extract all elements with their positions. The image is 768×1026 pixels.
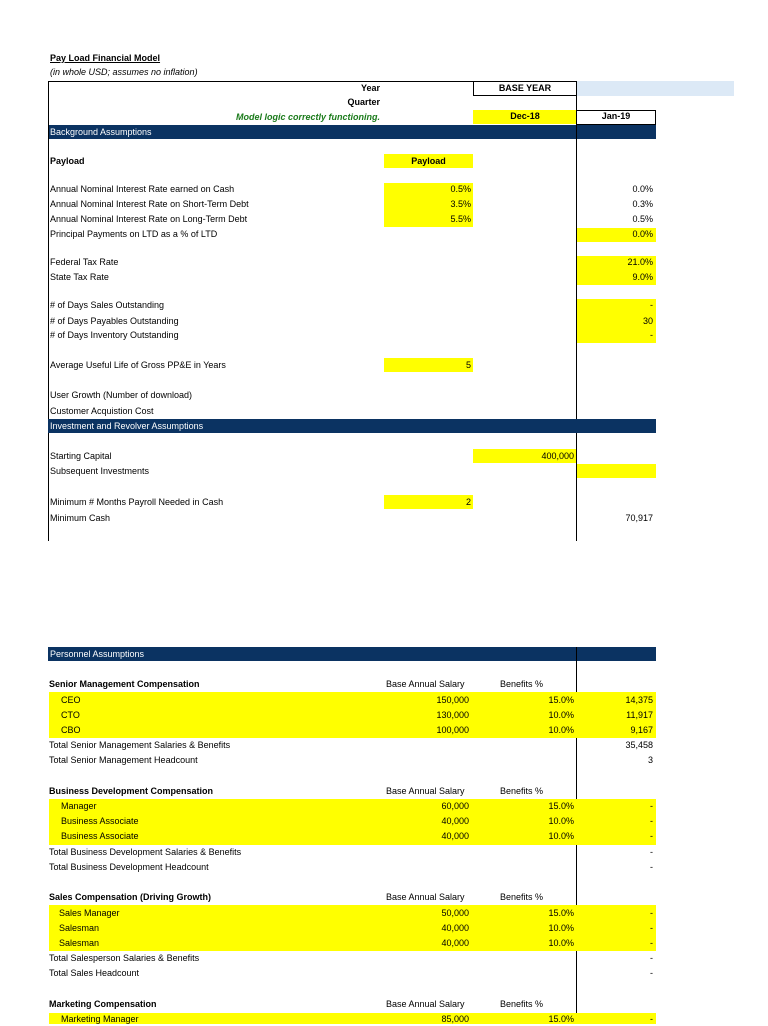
rate-cash-value: 0.5% (450, 184, 471, 194)
starting-capital-label: Starting Capital (50, 451, 112, 461)
year-label: Year (360, 83, 380, 93)
sales-headcount-col: - (650, 968, 653, 978)
bizdev-benefits-header: Benefits % (500, 786, 544, 796)
senior-total-col: 35,458 (625, 740, 653, 750)
sales-total-col: - (650, 953, 653, 963)
first-date: Jan-19 (601, 111, 631, 121)
header-accent-cell (576, 81, 734, 96)
min-months-label: Minimum # Months Payroll Needed in Cash (50, 497, 224, 507)
sales-row-benefits: 15.0% (548, 908, 574, 918)
bizdev-row-salary: 40,000 (441, 831, 469, 841)
min-cash-col: 70,917 (625, 513, 653, 523)
dio-label: # of Days Inventory Outstanding (50, 330, 179, 340)
senior-headcount-col: 3 (647, 755, 653, 765)
senior-row-name: CBO (61, 725, 81, 735)
bizdev-row-benefits: 10.0% (548, 816, 574, 826)
sales-headcount-label: Total Sales Headcount (49, 968, 140, 978)
marketing-row-col: - (650, 1014, 653, 1024)
senior-row-name: CEO (61, 695, 81, 705)
senior-row-benefits: 15.0% (548, 695, 574, 705)
state-tax-col: 9.0% (632, 272, 653, 282)
senior-benefits-header: Benefits % (500, 679, 544, 689)
senior-row-col: 11,917 (626, 710, 653, 720)
model-subtitle: (in whole USD; assumes no inflation) (50, 67, 198, 77)
senior-row-benefits: 10.0% (548, 725, 574, 735)
marketing-salary-header: Base Annual Salary (386, 999, 465, 1009)
user-growth-label: User Growth (Number of download) (50, 390, 193, 400)
senior-row-col: 9,167 (630, 725, 653, 735)
dio-col: - (650, 330, 653, 340)
dso-col: - (650, 300, 653, 310)
dso-label: # of Days Sales Outstanding (50, 300, 165, 310)
bizdev-row-col: - (650, 816, 653, 826)
bizdev-total-col: - (650, 847, 653, 857)
bizdev-headcount-col: - (650, 862, 653, 872)
senior-row-salary: 150,000 (436, 695, 469, 705)
senior-row-salary: 100,000 (436, 725, 469, 735)
senior-row-col: 14,375 (625, 695, 653, 705)
sales-row-salary: 50,000 (441, 908, 469, 918)
group-sales-title: Sales Compensation (Driving Growth) (49, 892, 212, 902)
section-background: Background Assumptions (48, 125, 656, 139)
min-cash-label: Minimum Cash (50, 513, 111, 523)
senior-row-benefits: 10.0% (548, 710, 574, 720)
principal-label: Principal Payments on LTD as a % of LTD (50, 229, 218, 239)
sales-total-label: Total Salesperson Salaries & Benefits (49, 953, 200, 963)
principal-col: 0.0% (632, 229, 653, 239)
section-personnel: Personnel Assumptions (48, 647, 656, 661)
cac-label: Customer Acquistion Cost (50, 406, 154, 416)
left-border-upper (48, 125, 49, 541)
senior-total-label: Total Senior Management Salaries & Benefits (49, 740, 231, 750)
sales-row-name: Salesman (59, 923, 100, 933)
subsequent-label: Subsequent Investments (50, 466, 150, 476)
rate-ltd-label: Annual Nominal Interest Rate on Long-Term Debt (50, 214, 248, 224)
marketing-row-benefits: 15.0% (548, 1014, 574, 1024)
rate-std-label: Annual Nominal Interest Rate on Short-Term Debt (50, 199, 249, 209)
group-bizdev-title: Business Development Compensation (49, 786, 214, 796)
bizdev-total-label: Total Business Development Salaries & Benefits (49, 847, 242, 857)
bizdev-row-benefits: 15.0% (548, 801, 574, 811)
rate-std-value: 3.5% (450, 199, 471, 209)
group-senior-title: Senior Management Compensation (49, 679, 200, 689)
sales-row-col: - (650, 938, 653, 948)
subsequent-input[interactable] (577, 464, 656, 478)
marketing-row-name: Marketing Manager (61, 1014, 139, 1024)
sales-row-name: Sales Manager (59, 908, 120, 918)
starting-capital-value: 400,000 (541, 451, 574, 461)
senior-row-name: CTO (61, 710, 80, 720)
bizdev-headcount-label: Total Business Development Headcount (49, 862, 209, 872)
bizdev-row-salary: 40,000 (441, 816, 469, 826)
base-date: Dec-18 (510, 111, 540, 121)
sales-row-benefits: 10.0% (548, 938, 574, 948)
marketing-row-salary: 85,000 (441, 1014, 469, 1024)
sales-row-col: - (650, 923, 653, 933)
payload-label: Payload (50, 156, 85, 166)
bizdev-row-name: Business Associate (61, 816, 139, 826)
marketing-benefits-header: Benefits % (500, 999, 544, 1009)
base-year-label: BASE YEAR (498, 83, 552, 93)
life-label: Average Useful Life of Gross PP&E in Years (50, 360, 226, 370)
life-value: 5 (465, 360, 471, 370)
payload-value: Payload (411, 156, 446, 166)
rate-std-col: 0.3% (632, 199, 653, 209)
rate-ltd-col: 0.5% (632, 214, 653, 224)
senior-row-salary: 130,000 (436, 710, 469, 720)
fed-tax-col: 21.0% (627, 257, 653, 267)
rate-ltd-value: 5.5% (450, 214, 471, 224)
bizdev-row-benefits: 10.0% (548, 831, 574, 841)
fed-tax-label: Federal Tax Rate (50, 257, 119, 267)
section-investment: Investment and Revolver Assumptions (48, 419, 656, 433)
senior-headcount-label: Total Senior Management Headcount (49, 755, 198, 765)
min-months-value: 2 (465, 497, 471, 507)
quarter-label: Quarter (347, 97, 380, 107)
sales-row-salary: 40,000 (441, 938, 469, 948)
dpo-col: 30 (642, 316, 653, 326)
state-tax-label: State Tax Rate (50, 272, 109, 282)
bizdev-row-salary: 60,000 (441, 801, 469, 811)
rate-cash-label: Annual Nominal Interest Rate earned on Cash (50, 184, 235, 194)
logic-status: Model logic correctly functioning. (235, 112, 380, 122)
sales-row-name: Salesman (59, 938, 100, 948)
senior-salary-header: Base Annual Salary (386, 679, 465, 689)
rate-cash-col: 0.0% (632, 184, 653, 194)
group-marketing-title: Marketing Compensation (49, 999, 157, 1009)
sales-row-salary: 40,000 (441, 923, 469, 933)
sales-row-benefits: 10.0% (548, 923, 574, 933)
bizdev-row-name: Business Associate (61, 831, 139, 841)
bizdev-row-col: - (650, 801, 653, 811)
sales-benefits-header: Benefits % (500, 892, 544, 902)
sales-salary-header: Base Annual Salary (386, 892, 465, 902)
dpo-label: # of Days Payables Outstanding (50, 316, 179, 326)
bizdev-row-col: - (650, 831, 653, 841)
model-title: Pay Load Financial Model (50, 53, 161, 63)
bizdev-row-name: Manager (61, 801, 97, 811)
sales-row-col: - (650, 908, 653, 918)
bizdev-salary-header: Base Annual Salary (386, 786, 465, 796)
